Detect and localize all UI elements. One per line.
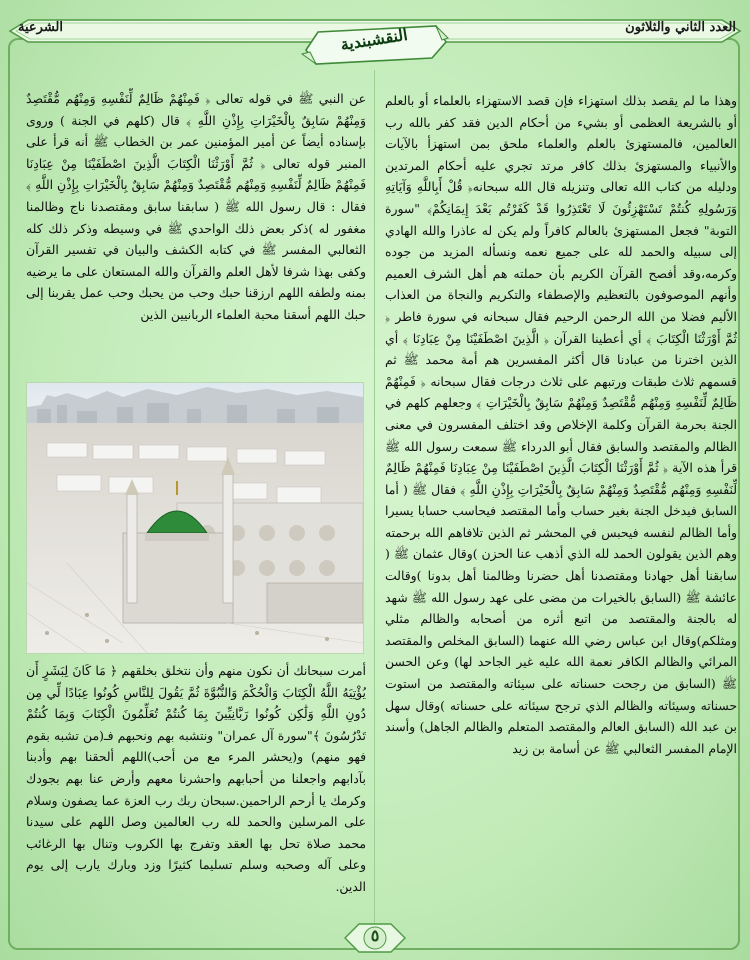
ribbon-title: النقشبندية — [339, 24, 409, 55]
mosque-photo — [26, 382, 364, 654]
article-column-left-bottom — [26, 660, 366, 930]
mosque-illustration — [27, 383, 363, 653]
article-text-right: وهذا ما لم يقصد بذلك استهزاء فإن قصد الاستهزاء بالعلماء أو بالعلم أو بالشريعة العظمى أو بشيء من أحكام الدين فقد كفر بالله رب العالمين، فالمستهزئ بالعلم والعلماء ملحق بمن استهزأ بالآيات والأنبياء والمستهزئ بذلك كافر مرتد تجري عليه أحكام المرتدين ودليله من كتاب الله تعالى وتنزيله قال الله سبحانه﴿ قُلْ أَبِاللَّهِ وَآيَاتِهِ وَرَسُولِهِ كُنتُمْ تَسْتَهْزِئُونَ لَا تَعْتَذِرُوا قَدْ كَفَرْتُم بَعْدَ إِيمَانِكُمْ﴾ "سورة التوبة" فجعل المستهزئ بالعالم كافراً ولم يكن له عاذرا والله الهادي إلى سبيله والحمد لله على جميع نعمه ونسأله المزيد من جوده وكرمه،وقد أفصح القرآن الكريم بأن حملته هم أهل الشرف العميم وأنهم الموصوفون بالتعظيم والإصطفاء والتكريم والنجاة من العذاب الأليم فضلا من الله الرحمن الرحيم فقال سبحانه في سورة فاطر ﴿ ثُمَّ أَوْرَثْنَا الْكِتَابَ ﴾ أي أعطينا القرآن ﴿ الَّذِينَ اصْطَفَيْنَا مِنْ عِبَادِنَا ﴾ أي الذين اخترنا من عبادنا قال أكثر المفسرين هم أمة محمد ﷺ ثم قسمهم ثلاث طبقات ورتبهم على ثلاث درجات فقال سبحانه ﴿ فَمِنْهُمْ ظَالِمٌ لِّنَفْسِهِ وَمِنْهُم مُّقْتَصِدٌ وَمِنْهُمْ سَابِقٌ بِالْخَيْرَاتِ ﴾ وجعلهم كلهم في الجنة بحرمة القرآن وكلمة الإخلاص وقد اختلف المفسرون في معنى الظالم والمقتصد والسابق فقال أبو الدرداء ﷺ سمعت رسول الله ﷺ قرأ هذه الآية ﴿ ثُمَّ أَوْرَثْنَا الْكِتَابَ الَّذِينَ اصْطَفَيْنَا مِنْ عِبَادِنَا فَمِنْهُمْ ظَالِمٌ لِّنَفْسِهِ وَمِنْهُم مُّقْتَصِدٌ وَمِنْهُمْ سَابِقٌ بِالْخَيْرَاتِ بِإِذْنِ اللَّهِ ﴾ فقال ﷺ ( أما السابق فيدخل الجنة بغير حساب وأما المقتصد فيحاسب حسابا يسيرا وأما الظالم لنفسه فيحبس في المحشر ثم الذين تلافاهم الله برحمته وهم الذين يقولون الحمد لله الذي أذهب عنا الحزن )وقال عثمان ﷺ ( سابقنا أهل جهادنا ومقتصدنا أهل حضرنا وظالمنا أهل بدونا )وقالت عائشة ﷺ (السابق بالخيرات من مضى على عهد رسول الله ﷺ شهد له بالجنة والمقتصد من اتبع أثره من أصحابه والظالم مثلي ومثلكم)وقال ابن عباس رضي الله عنهما (السابق المخلص والمقتصد المرائي والظالم الكافر نعمة الله عليه غير الجاحد لها) وعن الحسن ﷺ (السابق من رجحت حسناته على سيئاته والمقتصد من استوت حسناته وسيئاته والظالم الذي ترجح سيئاته على حسناته )وقال سهل بن عبد الله (السابق العالم والمقتصد المتعلم والظالم الجاهل) وأسند الإمام المفسر الثعالبي ﷺ عن أسامة بن زيد — [385, 93, 737, 756]
article-text-left-top: عن النبي ﷺ في قوله تعالى ﴿ فَمِنْهُمْ ظَالِمٌ لِّنَفْسِهِ وَمِنْهُم مُّقْتَصِدٌ وَمِنْهُمْ سَابِقٌ بِالْخَيْرَاتِ بِإِذْنِ اللَّهِ ﴾ قال (كلهم في الجنة ) وروى بإسناده أيضاً عن أمير المؤمنين عمر بن الخطاب ﷺ أنه قرأ على المنبر قوله تعالى ﴿ ثُمَّ أَوْرَثْنَا الْكِتَابَ الَّذِينَ اصْطَفَيْنَا مِنْ عِبَادِنَا فَمِنْهُمْ ظَالِمٌ لِّنَفْسِهِ وَمِنْهُم مُّقْتَصِدٌ وَمِنْهُمْ سَابِقٌ بِالْخَيْرَاتِ بِإِذْنِ اللَّهِ ﴾ فقال : قال رسول الله ﷺ ( سابقنا سابق ومقتصدنا ناج وظالمنا مغفور له )ذكر بعض ذلك الواحدي ﷺ في وسيطه وذكر ذلك كله الثعالبي المفسر ﷺ في كتابه الكشف والبيان في تفسير القرآن وكفى بهذا شرفا لأهل العلم والقرآن والله المستعان على ما يرضيه بمنه ولطفه اللهم ارزقنا حبك وحب من يحبك وحب عمل يقربنا إلى حبك اللهم أسقنا محبة العلماء الربانيين الذين — [26, 91, 366, 322]
article-column-left-top — [26, 88, 366, 378]
article-column-right — [385, 90, 737, 930]
column-divider — [374, 70, 375, 930]
page-number: ٥ — [370, 926, 380, 945]
issue-title: العدد الثاني والثلاثون — [625, 20, 736, 35]
article-text-left-bottom: أمرت سبحانك أن نكون منهم وأن نتخلق بخلقهم ﴿ مَا كَانَ لِبَشَرٍ أَن يُؤْتِيَهُ اللَّهُ الْكِتَابَ وَالْحُكْمَ وَالنُّبُوَّةَ ثُمَّ يَقُولَ لِلنَّاسِ كُونُوا عِبَادًا لِّي مِن دُونِ اللَّهِ وَلَٰكِن كُونُوا رَبَّانِيِّينَ بِمَا كُنتُمْ تُعَلِّمُونَ الْكِتَابَ وَبِمَا كُنتُمْ تَدْرُسُونَ ﴾"سورة آل عمران" ونتشبه بهم ونحبهم فـ(من تشبه بقوم فهو منهم) و(يحشر المرء مع من أحب)اللهم ألحقنا بهم وأدبنا بآدابهم واجعلنا من أحبابهم واحشرنا معهم وأرض عنا بهم بجودك وكرمك يا أرحم الراحمين.سبحان ربك رب العزة عما يصفون وسلام على المرسلين والحمد لله رب العالمين وصل اللهم على سيدنا محمد صلاة تحل بها العقد وتفرج بها الكروب وتنال بها الرغائب وعلى آله وصحبه وسلم تسليما كثيرًا وزد وبارك يارب إلى يوم الدين. — [26, 663, 366, 894]
section-title: الشرعية — [18, 20, 63, 35]
